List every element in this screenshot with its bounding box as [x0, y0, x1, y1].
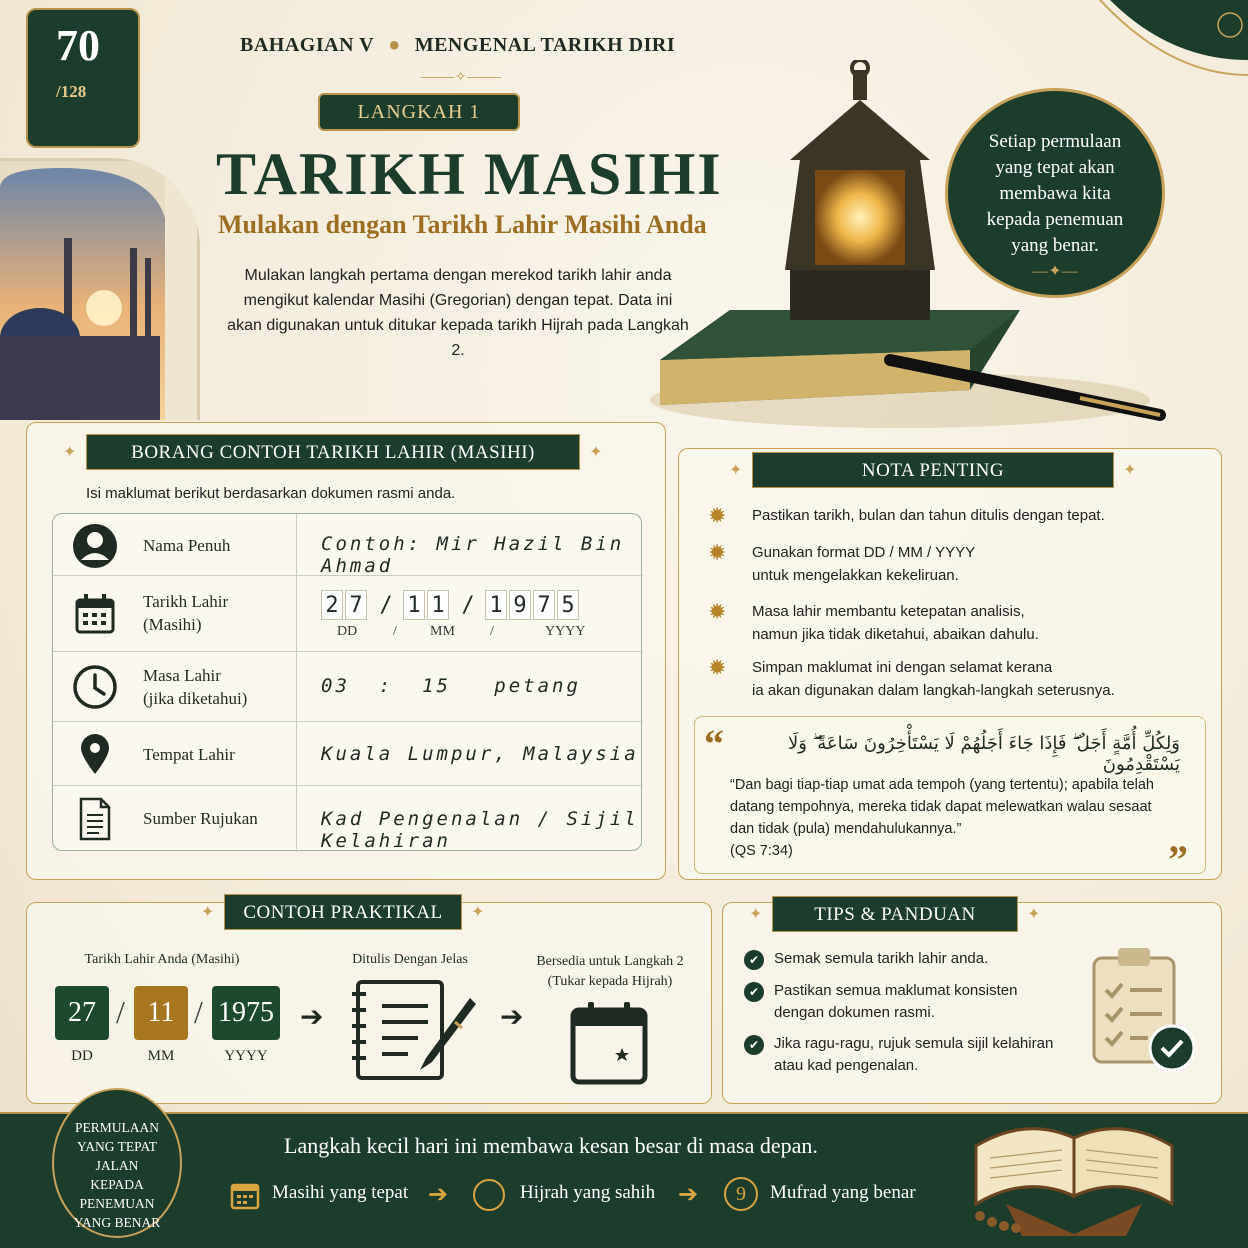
- star-icon: ✹: [708, 656, 727, 681]
- tip-text: Jika ragu-ragu, rujuk semula sijil kelahiran atau kad pengenalan.: [774, 1035, 1054, 1074]
- quran-rehal-illustration: [966, 1076, 1186, 1246]
- example-day-box: 27: [55, 986, 109, 1040]
- clipboard-check-icon: [1088, 944, 1198, 1074]
- note-text: Gunakan format DD / MM / YYYY untuk mengelakkan kekeliruan.: [752, 544, 976, 584]
- arrow-right-icon: ➔: [428, 1180, 449, 1208]
- notes-title: ✦ NOTA PENTING ✦: [752, 452, 1114, 488]
- date-digit[interactable]: 7: [533, 590, 555, 620]
- date-digit[interactable]: 1: [427, 590, 449, 620]
- page-number: 70: [56, 21, 100, 70]
- footer-step-masihi: Masihi yang tepat: [272, 1182, 409, 1203]
- date-digit[interactable]: 5: [557, 590, 579, 620]
- bullet-icon: ●: [388, 34, 401, 56]
- source-label: Sumber Rujukan: [143, 809, 258, 828]
- page-title: TARIKH MASIHI: [216, 141, 723, 207]
- form-instruction: Isi maklumat berikut berdasarkan dokumen rasmi anda.: [86, 485, 456, 502]
- motivation-quote-circle: [945, 88, 1165, 298]
- tip-text: Semak semula tarikh lahir anda.: [774, 950, 989, 967]
- verse-arabic: وَلِكُلِّ أُمَّةٍ أَجَلٌ ۖ فَإِذَا جَاءَ أَجَلُهُمْ لَا يَسْتَأْخِرُونَ سَاعَةً ۖ وَلَا يَسْتَقْدِمُونَ: [788, 733, 1180, 775]
- motivation-quote-text: Setiap permulaan yang tepat akan membawa kita kepada penemuan yang benar.: [986, 131, 1124, 256]
- arrow-right-icon: ➔: [500, 1000, 524, 1033]
- date-separator: /: [461, 593, 475, 618]
- birthplace-label: Tempat Lahir: [143, 745, 235, 764]
- form-row-birthdate: [53, 576, 643, 652]
- name-value[interactable]: Contoh: Mir Hazil Bin Ahmad: [321, 533, 625, 577]
- birthdate-label: Tarikh Lahir (Masihi): [143, 592, 229, 634]
- birthtime-label: Masa Lahir (jika diketahui): [143, 666, 248, 708]
- birthtime-value[interactable]: 03 : 15 petang: [321, 675, 581, 697]
- open-quote-icon: “: [704, 721, 724, 766]
- form-table: [52, 513, 642, 851]
- example-written-label: Ditulis Dengan Jelas: [352, 952, 468, 967]
- star-icon: ✹: [708, 504, 727, 529]
- calendar-icon: [71, 590, 119, 638]
- yyyy-label: YYYY: [545, 624, 586, 639]
- flourish-icon: ⸻✧⸻: [420, 69, 502, 85]
- example-month-box: 11: [134, 986, 188, 1040]
- form-title: ✦ BORANG CONTOH TARIKH LAHIR (MASIHI) ✦: [86, 434, 580, 470]
- date-separator: /: [379, 593, 393, 618]
- date-label-separator: /: [393, 624, 397, 639]
- dd-label: DD: [337, 624, 358, 639]
- date-digit[interactable]: 9: [509, 590, 531, 620]
- check-circle-icon: ✔: [744, 1035, 764, 1055]
- source-value[interactable]: Kad Pengenalan / Sijil Kelahiran: [321, 808, 639, 852]
- breadcrumb: [240, 34, 675, 57]
- note-text: Pastikan tarikh, bulan dan tahun ditulis dengan tepat.: [752, 507, 1105, 524]
- crescent-circle-icon: [472, 1178, 506, 1212]
- check-circle-icon: ✔: [744, 950, 764, 970]
- star-icon: ✹: [708, 600, 727, 625]
- example-mm-label: MM: [147, 1048, 175, 1064]
- footer-step-mufrad: Mufrad yang benar: [770, 1182, 916, 1203]
- page-subtitle: Mulakan dengan Tarikh Lahir Masihi Anda: [218, 210, 707, 239]
- step-badge: LANGKAH 1: [318, 93, 520, 131]
- number-nine-badge: 9: [724, 1177, 758, 1211]
- person-icon: [71, 522, 119, 570]
- example-yyyy-label: YYYY: [224, 1048, 268, 1064]
- note-text: Simpan maklumat ini dengan selamat kerana ia akan digunakan dalam langkah-langkah seterusnya.: [752, 659, 1115, 699]
- tips-title: ✦ TIPS & PANDUAN ✦: [772, 896, 1018, 932]
- date-digit[interactable]: 1: [403, 590, 425, 620]
- close-quote-icon: ”: [1168, 837, 1188, 882]
- example-title: ✦ CONTOH PRAKTIKAL ✦: [224, 894, 462, 930]
- page-total: /128: [56, 82, 87, 101]
- date-separator: /: [116, 994, 125, 1030]
- date-digit[interactable]: 7: [345, 590, 367, 620]
- mm-label: MM: [430, 624, 455, 639]
- check-circle-icon: ✔: [744, 982, 764, 1002]
- page-number-badge: [26, 8, 140, 148]
- form-row-source: [53, 786, 643, 852]
- flourish-icon: —✦—: [1032, 263, 1078, 280]
- star-icon: ✹: [708, 541, 727, 566]
- breadcrumb-section: BAHAGIAN V: [240, 34, 375, 56]
- clock-icon: [71, 663, 119, 711]
- date-separator: /: [194, 994, 203, 1030]
- birthplace-value[interactable]: Kuala Lumpur, Malaysia: [321, 743, 639, 765]
- footer-tagline: Langkah kecil hari ini membawa kesan besar di masa depan.: [284, 1133, 818, 1158]
- arrow-right-icon: ➔: [678, 1180, 699, 1208]
- calendar-icon: [230, 1180, 260, 1210]
- breadcrumb-topic: MENGENAL TARIKH DIRI: [414, 34, 676, 56]
- verse-translation: [730, 774, 1170, 862]
- intro-paragraph: Mulakan langkah pertama dengan merekod tarikh lahir anda mengikut kalendar Masihi (Gregorian) dengan tepat. Data ini akan digunakan untuk ditukar kepada tarikh Hijrah pada Langkah 2.: [227, 267, 689, 359]
- notebook-pen-icon: [350, 976, 480, 1080]
- footer-seal-text: PERMULAAN YANG TEPAT JALAN KEPADA PENEMUAN YANG BENAR: [73, 1120, 161, 1230]
- location-pin-icon: [71, 730, 119, 778]
- form-row-birthplace: [53, 722, 643, 786]
- example-birthdate-label: Tarikh Lahir Anda (Masihi): [84, 952, 240, 967]
- hijri-calendar-icon: [570, 1000, 648, 1086]
- example-dd-label: DD: [71, 1048, 93, 1064]
- tip-text: Pastikan semua maklumat konsisten dengan dokumen rasmi.: [774, 982, 1018, 1021]
- footer-step-hijrah: Hijrah yang sahih: [520, 1182, 656, 1203]
- example-year-box: 1975: [212, 986, 280, 1040]
- verse-reference: (QS 7:34): [730, 843, 793, 859]
- date-label-separator: /: [490, 624, 494, 639]
- name-label: Nama Penuh: [143, 536, 231, 555]
- note-text: Masa lahir membantu ketepatan analisis, namun jika tidak diketahui, abaikan dahulu.: [752, 603, 1039, 643]
- birthdate-value[interactable]: [321, 590, 581, 620]
- example-ready-label: Bersedia untuk Langkah 2 (Tukar kepada Hijrah): [536, 954, 684, 989]
- form-row-name: [53, 514, 643, 576]
- date-digit[interactable]: 1: [485, 590, 507, 620]
- verse-translation-text: “Dan bagi tiap-tiap umat ada tempoh (yang tertentu); apabila telah datang tempohnya, mereka tidak dapat melewatkan walau sesaat dan tidak (pula) mendahulukannya.”: [730, 777, 1154, 837]
- arrow-right-icon: ➔: [300, 1000, 324, 1033]
- form-row-birthtime: [53, 652, 643, 722]
- date-digit[interactable]: 2: [321, 590, 343, 620]
- footer-seal: [52, 1088, 182, 1238]
- document-icon: [71, 795, 119, 843]
- mosque-window-illustration: [0, 158, 200, 420]
